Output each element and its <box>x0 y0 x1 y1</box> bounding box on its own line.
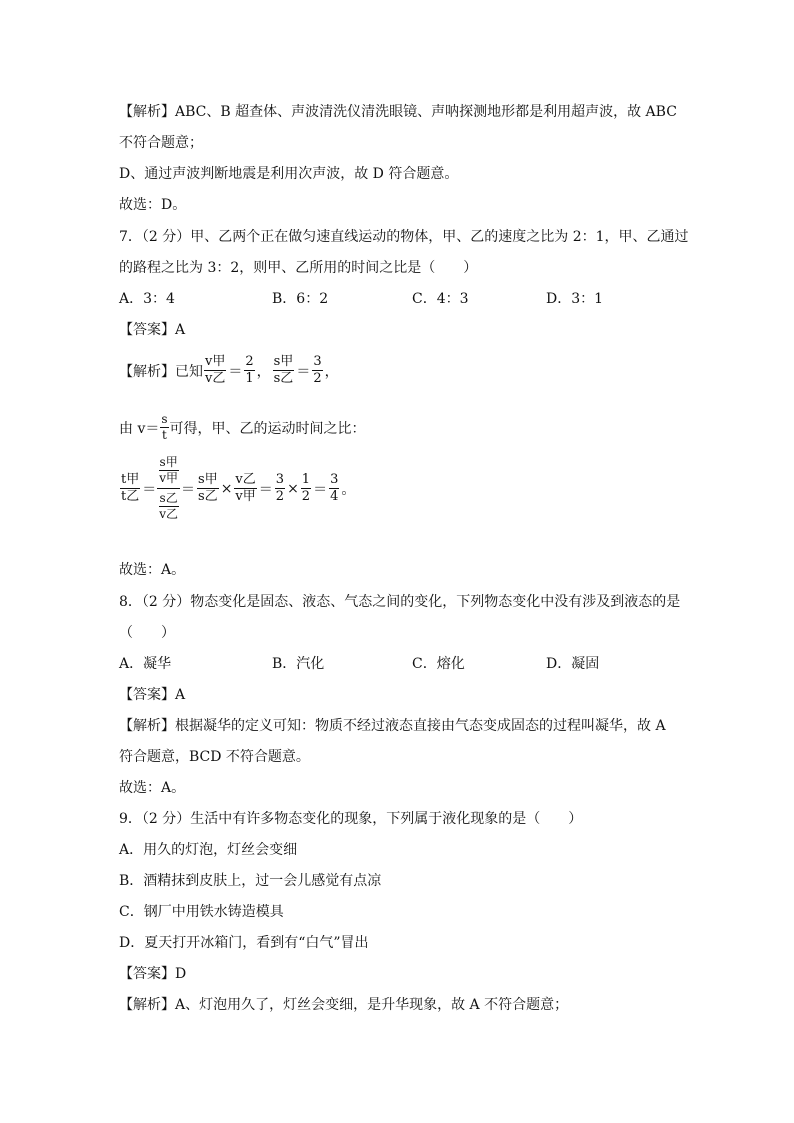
fraction-s-ratio: $\frac{\text{s甲}}{\text{s乙}}$ <box>273 354 294 386</box>
option-d: D．夏天打开冰箱门，看到有“白气”冒出 <box>119 935 369 951</box>
option-d: D．凝固 <box>546 656 600 672</box>
choice-line: 故选：D。 <box>119 197 187 213</box>
question-8-text: （ ） <box>119 625 175 641</box>
question-7-text: 7．（2 分）甲、乙两个正在做匀速直线运动的物体，甲、乙的速度之比为 2：1，甲、乙通过 <box>119 229 689 245</box>
fraction-3-4: $\frac{3}{4}$ <box>330 472 339 504</box>
velocity-formula-line: 由 v＝ $\frac{s}{t}$ 可得，甲、乙的运动时间之比： <box>119 412 366 442</box>
option-b: B．汽化 <box>272 656 325 672</box>
fraction-t-ratio: $\frac{\text{t甲}}{\text{t乙}}$ <box>121 472 140 504</box>
explanation-line: 【解析】根据凝华的定义可知：物质不经过液态直接由气态变成固态的过程叫凝华，故 A <box>119 718 666 734</box>
option-d: D．3：1 <box>546 291 604 307</box>
choice-line: 故选：A。 <box>119 562 186 578</box>
question-8-text: 8．（2 分）物态变化是固态、液态、气态之间的变化，下列物态变化中没有涉及到液态的是 <box>119 594 681 610</box>
answer-line: 【答案】A <box>119 687 186 703</box>
option-c: C．4：3 <box>412 291 469 307</box>
question-9-text: 9．（2 分）生活中有许多物态变化的现象，下列属于液化现象的是（ ） <box>119 811 583 827</box>
complex-fraction: $\frac{\text{s甲}}{\text{v甲}}$ $\frac{\text{s乙}}{\text{v乙}}$ <box>159 455 179 521</box>
fraction-2-1: $\frac{2}{1}$ <box>245 354 254 386</box>
option-a: A．用久的灯泡，灯丝会变细 <box>119 842 298 858</box>
option-c: C．熔化 <box>412 656 465 672</box>
fraction-v-ratio: $\frac{\text{v甲}}{\text{v乙}}$ <box>205 354 226 386</box>
option-b: B．6：2 <box>272 291 329 307</box>
explanation-line: 不符合题意； <box>119 135 203 151</box>
option-c: C．钢厂中用铁水铸造模具 <box>119 904 284 920</box>
time-ratio-derivation: $\frac{\text{t甲}}{\text{t乙}}$ ＝ $\frac{\text{s甲}}{\text{v甲}}$ $\frac{\text{s乙}}{\text{v乙}}$ ＝ $\frac{\text{s甲}}{\text{s乙}}$ × $\frac{\text{v乙}}{\text{v甲}}$ ＝ $\frac{3}{2}$ × $\frac{1}{2}$ ＝ $\frac{3}{4}$ 。 <box>121 455 356 521</box>
fraction-3-2: $\frac{3}{2}$ <box>313 354 322 386</box>
solution-prefix: 【解析】已知 <box>119 363 203 380</box>
option-b: B．酒精抹到皮肤上，过一会儿感觉有点凉 <box>119 873 382 889</box>
answer-line: 【答案】D <box>119 966 187 982</box>
known-ratios-equation: 【解析】已知 $\frac{\text{v甲}}{\text{v乙}}$ ＝ $\frac{2}{1}$ ， $\frac{\text{s甲}}{\text{s乙}}$ ＝ $\frac{3}{2}$ ， <box>119 354 339 386</box>
choice-line: 故选：A。 <box>119 780 186 796</box>
question-7-text: 的路程之比为 3：2，则甲、乙所用的时间之比是（ ） <box>119 260 478 276</box>
fraction-3-2b: $\frac{3}{2}$ <box>275 472 285 504</box>
fraction-s-ratio-2: $\frac{\text{s甲}}{\text{s乙}}$ <box>198 472 218 504</box>
explanation-line: 符合题意，BCD 不符合题意。 <box>119 749 310 765</box>
explanation-line: 【解析】ABC、B 超查体、声波清洗仪清洗眼镜、声呐探测地形都是利用超声波，故 ABC <box>119 104 677 120</box>
fraction-v-inverse: $\frac{\text{v乙}}{\text{v甲}}$ <box>235 472 256 504</box>
option-a: A．凝华 <box>119 656 172 672</box>
explanation-line: D、通过声波判断地震是利用次声波，故 D 符合题意。 <box>119 166 459 182</box>
explanation-line: 【解析】A、灯泡用久了，灯丝会变细，是升华现象，故 A 不符合题意； <box>119 997 569 1013</box>
option-a: A．3：4 <box>119 291 175 307</box>
fraction-s-over-t: $\frac{s}{t}$ <box>161 412 168 442</box>
fraction-1-2: $\frac{1}{2}$ <box>301 472 311 504</box>
answer-line: 【答案】A <box>119 322 186 338</box>
